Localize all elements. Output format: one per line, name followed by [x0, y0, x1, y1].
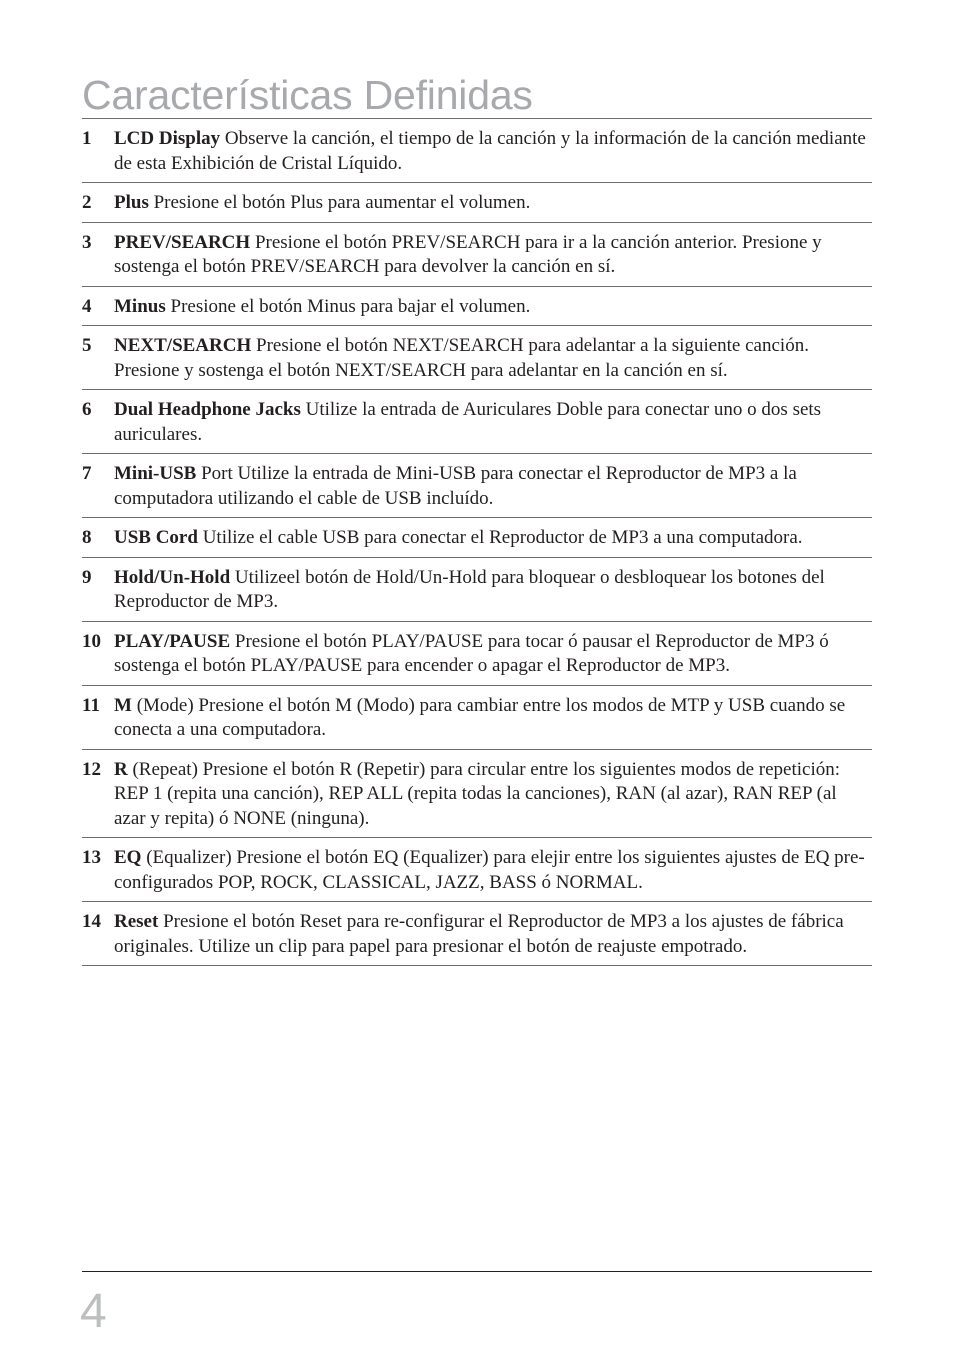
feature-description: [114, 526, 872, 551]
feature-description: [114, 295, 872, 320]
feature-name: USB Cord: [114, 527, 198, 548]
feature-number: 14: [82, 911, 101, 932]
feature-number: 1: [82, 128, 92, 149]
feature-description: [114, 758, 872, 832]
feature-item: [82, 390, 872, 454]
feature-desc-text: Observe la canción, el tiempo de la canción y la información de la canción mediante de esta Exhibición de Cristal Líquido.: [114, 128, 866, 174]
feature-name: M: [114, 694, 132, 716]
feature-item: [82, 326, 872, 390]
feature-number: 2: [82, 192, 92, 213]
feature-desc-text: Presione el botón PLAY/PAUSE para tocar ó pausar el Reproductor de MP3 ó sostenga el botón PLAY/PAUSE para encender o apagar el Reproductor de MP3.: [114, 630, 829, 676]
feature-item: [82, 119, 872, 183]
feature-number: 9: [82, 566, 92, 588]
feature-description: [114, 398, 872, 447]
feature-item: [82, 287, 872, 327]
feature-description: [114, 846, 872, 895]
feature-desc-text: Utilize el cable USB para conectar el Reproductor de MP3 a una computadora.: [197, 527, 803, 548]
feature-description: [114, 566, 872, 615]
feature-desc-text: Presione el botón PREV/SEARCH para ir a la canción anterior. Presione y sostenga el botón PREV/SEARCH para devolver la canción en sí.: [114, 231, 822, 277]
feature-number: 11: [82, 694, 100, 716]
feature-item: [82, 518, 872, 558]
feature-item: [82, 838, 872, 902]
feature-description: [114, 191, 872, 216]
feature-name: EQ: [114, 847, 142, 868]
feature-description: [114, 127, 872, 176]
feature-number: 10: [82, 630, 101, 652]
feature-name: NEXT/SEARCH: [114, 335, 252, 356]
feature-description: [114, 462, 872, 511]
feature-name: Minus: [114, 295, 166, 317]
feature-item: [82, 558, 872, 622]
feature-desc-text: Presione el botón NEXT/SEARCH para adelantar a la siguiente canción. Presione y sostenga el botón NEXT/SEARCH para adelantar en la canción en sí.: [114, 335, 809, 381]
feature-number: 7: [82, 463, 92, 484]
feature-description: [114, 334, 872, 383]
feature-number: 13: [82, 847, 101, 868]
feature-name: Reset: [114, 911, 159, 932]
feature-name: PREV/SEARCH: [114, 231, 251, 253]
feature-name: PLAY/PAUSE: [114, 630, 231, 652]
feature-item: [82, 183, 872, 223]
feature-description: [114, 630, 872, 679]
feature-item: [82, 223, 872, 287]
feature-item: [82, 902, 872, 966]
feature-name: Hold/Un-Hold: [114, 566, 231, 588]
feature-name: Dual Headphone Jacks: [114, 399, 301, 420]
feature-description: [114, 910, 872, 959]
feature-item: [82, 622, 872, 686]
feature-item: [82, 454, 872, 518]
feature-desc-text: Utilizeel botón de Hold/Un-Hold para bloquear o desbloquear los botones del Reproductor de MP3.: [114, 566, 825, 612]
feature-number: 3: [82, 231, 92, 253]
feature-desc-text: Utilize la entrada de Auriculares Doble para conectar uno o dos sets auriculares.: [114, 399, 822, 445]
feature-number: 4: [82, 295, 92, 317]
feature-name: R: [114, 758, 128, 780]
feature-desc-text: (Repeat) Presione el botón R (Repetir) para circular entre los siguientes modos de repetición: REP 1 (repita una canción), REP ALL (repita todas la canciones), RAN (al azar), RAN REP (al azar y repita) ó NONE (ninguna).: [114, 758, 841, 829]
feature-desc-text: Port Utilize la entrada de Mini-USB para conectar el Reproductor de MP3 a la computadora utilizando el cable de USB incluído.: [114, 463, 797, 509]
feature-desc-text: Presione el botón Plus para aumentar el volumen.: [148, 192, 531, 213]
feature-name: LCD Display: [114, 128, 221, 149]
feature-number: 5: [82, 335, 92, 356]
feature-number: 12: [82, 758, 101, 780]
feature-number: 8: [82, 527, 92, 548]
feature-desc-text: Presione el botón Reset para re-configurar el Reproductor de MP3 a los ajustes de fábrica originales. Utilize un clip para papel para presionar el botón de reajuste empotrado.: [114, 911, 844, 957]
feature-name: Plus: [114, 192, 149, 213]
feature-desc-text: (Equalizer) Presione el botón EQ (Equalizer) para elejir entre los siguientes ajustes de EQ pre-configurados POP, ROCK, CLASSICAL, JAZZ, BASS ó NORMAL.: [114, 847, 865, 893]
feature-number: 6: [82, 399, 92, 420]
page-title: Características Definidas: [82, 72, 533, 118]
feature-desc-text: (Mode) Presione el botón M (Modo) para cambiar entre los modos de MTP y USB cuando se conecta a una computadora.: [114, 694, 846, 740]
feature-item: [82, 750, 872, 839]
feature-list: [82, 119, 872, 966]
footer-divider: [82, 1271, 872, 1272]
feature-description: [114, 694, 872, 743]
feature-description: [114, 231, 872, 280]
feature-desc-text: Presione el botón Minus para bajar el volumen.: [165, 295, 531, 317]
page-number: 4: [80, 1285, 107, 1338]
feature-item: [82, 686, 872, 750]
feature-name: Mini-USB: [114, 463, 197, 484]
